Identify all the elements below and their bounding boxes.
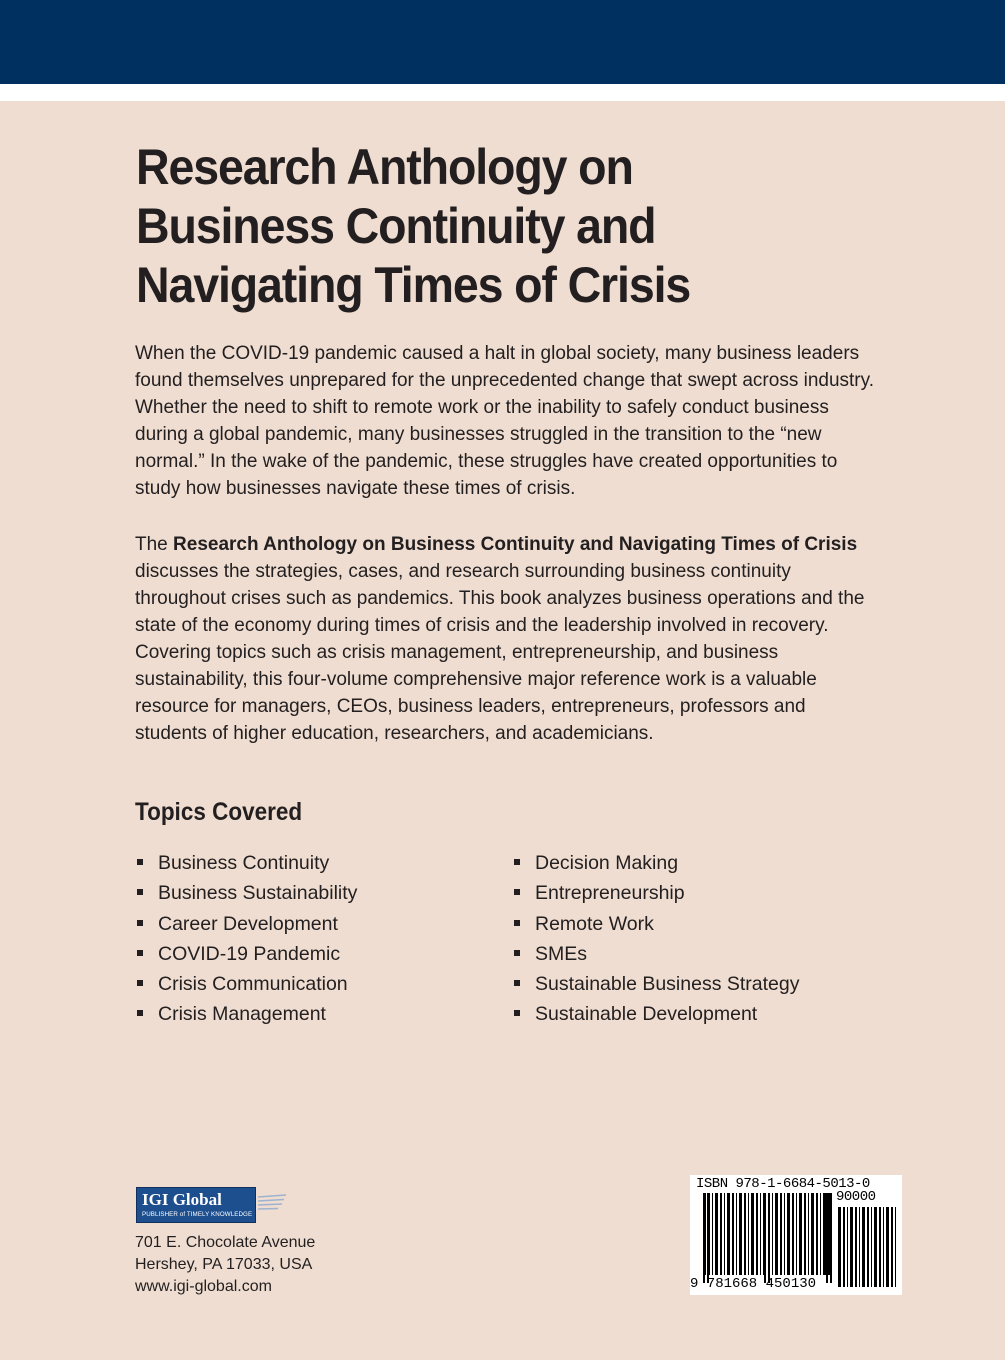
isbn-label: ISBN 978-1-6684-5013-0	[696, 1176, 870, 1192]
topics-list-right	[513, 848, 800, 1030]
price-addon-code: 90000	[836, 1189, 876, 1205]
title-line-3: Navigating Times of Crisis	[136, 257, 691, 313]
list-item	[136, 878, 357, 908]
topic-label: Crisis Management	[158, 1003, 326, 1026]
address-city: Hershey, PA 17033, USA	[135, 1256, 313, 1273]
top-color-band	[0, 0, 1005, 84]
logo-wordmark: IGI Global	[142, 1190, 222, 1209]
list-item	[136, 999, 357, 1029]
bullet-icon	[514, 859, 520, 865]
topic-label: Remote Work	[535, 912, 654, 935]
bullet-icon	[514, 950, 520, 956]
bullet-icon	[514, 1010, 520, 1016]
isbn-barcode	[690, 1175, 902, 1295]
bullet-icon	[514, 920, 520, 926]
ean-digits: 9 781668 450130	[690, 1276, 817, 1292]
address-street: 701 E. Chocolate Avenue	[135, 1234, 316, 1251]
list-item	[136, 848, 357, 878]
topic-label: Sustainable Business Strategy	[535, 973, 800, 996]
topic-label: COVID-19 Pandemic	[158, 942, 341, 965]
igi-global-logo	[136, 1187, 256, 1223]
title-line-2: Business Continuity and	[136, 198, 656, 254]
topics-list-left	[136, 848, 357, 1030]
list-item	[513, 909, 800, 939]
bullet-icon	[137, 889, 143, 895]
paragraph-2-book-title: Research Anthology on Business Continuity and Navigating Times of Crisis	[173, 534, 858, 555]
bullet-icon	[137, 920, 143, 926]
bullet-icon	[137, 859, 143, 865]
topic-label: Business Continuity	[158, 852, 330, 874]
list-item	[513, 848, 800, 878]
bullet-icon	[137, 980, 143, 986]
logo-tagline: PUBLISHER of TIMELY KNOWLEDGE	[142, 1211, 253, 1218]
paragraph-2-prefix: The	[135, 534, 174, 555]
description-paragraph-2	[135, 531, 875, 747]
list-item	[136, 909, 357, 939]
logo-swoosh-icon	[258, 1194, 286, 1214]
topic-label: Entrepreneurship	[535, 882, 685, 905]
bullet-icon	[514, 889, 520, 895]
paragraph-2-body: discusses the strategies, cases, and research surrounding business continuity throughout crises such as pandemics. This book analyzes business operations and the state of the economy during times of crisis and the leadership involved in recovery. Covering topics such as crisis management, entrepreneurship, and business sustainability, this four-volume comprehensive major reference work is a valuable resource for managers, CEOs, business leaders, entrepreneurs, professors and students of higher education, researchers, and academicians.	[135, 561, 865, 744]
publisher-address	[135, 1232, 315, 1298]
topic-label: Crisis Communication	[158, 973, 348, 996]
publisher-website: www.igi-global.com	[135, 1278, 272, 1295]
list-item	[136, 939, 357, 969]
list-item	[513, 878, 800, 908]
topic-label: Decision Making	[535, 852, 679, 874]
bullet-icon	[137, 1010, 143, 1016]
book-title	[136, 138, 787, 315]
list-item	[513, 939, 800, 969]
description-paragraph-1: When the COVID-19 pandemic caused a halt in global society, many business leaders found themselves unprepared for the unprecedented change that swept across industry. Whether the need to shift to remote work or the inability to safely conduct business during a global pandemic, many businesses struggled in the transition to the “new normal.” In the wake of the pandemic, these struggles have created opportunities to study how businesses navigate these times of crisis.	[135, 343, 874, 499]
title-line-1: Research Anthology on	[136, 139, 633, 195]
list-item	[513, 999, 800, 1029]
topic-label: Sustainable Development	[535, 1003, 758, 1026]
bullet-icon	[514, 980, 520, 986]
list-item	[513, 969, 800, 999]
topic-label: Business Sustainability	[158, 882, 358, 905]
topic-label: SMEs	[535, 942, 588, 965]
topic-label: Career Development	[158, 912, 338, 935]
white-separator	[0, 84, 1005, 101]
bullet-icon	[137, 950, 143, 956]
topics-heading: Topics Covered	[135, 798, 303, 826]
list-item	[136, 969, 357, 999]
